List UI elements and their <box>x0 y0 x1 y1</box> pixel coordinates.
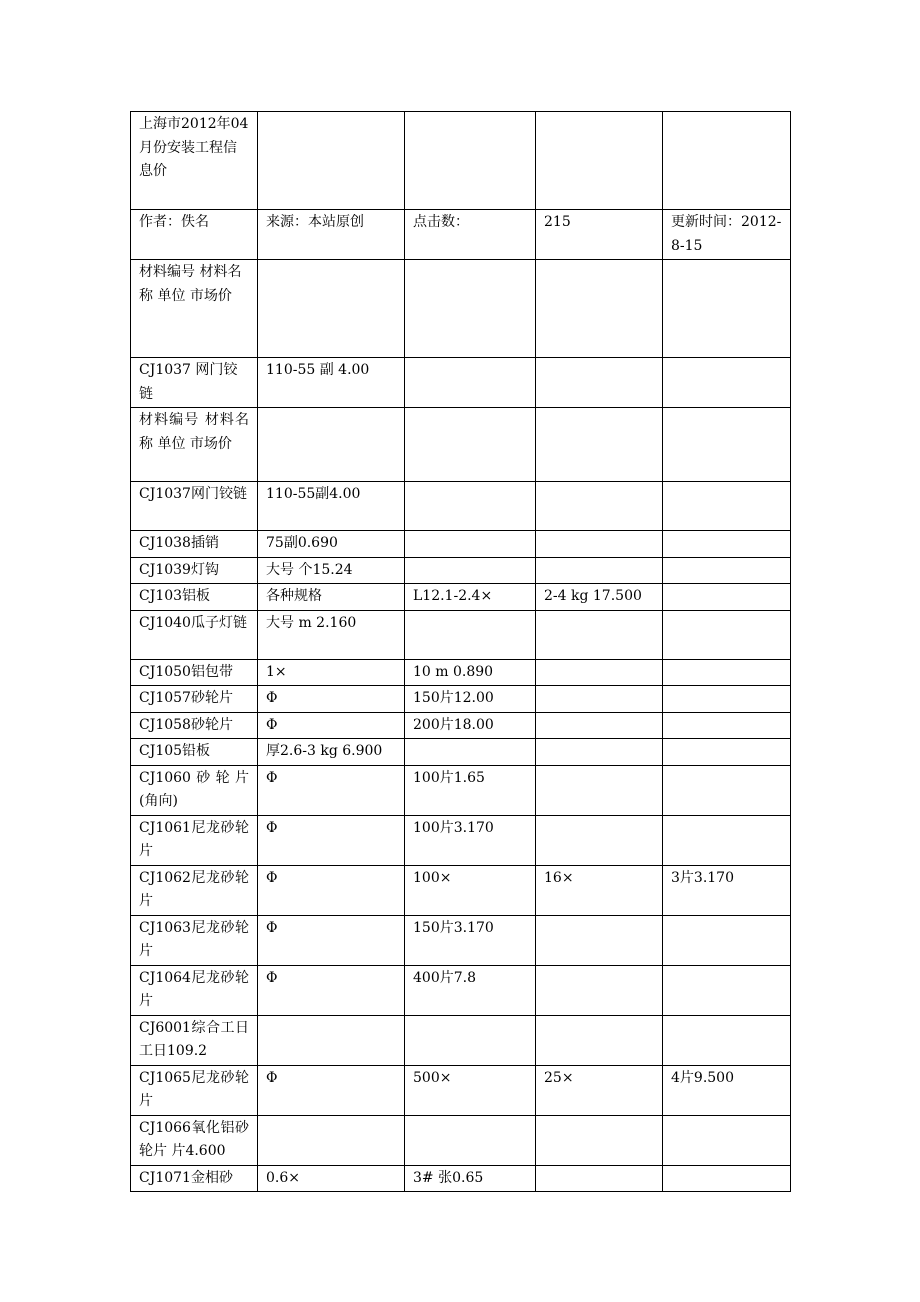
table-row <box>131 557 791 584</box>
value-cell <box>405 610 536 659</box>
item-code-name-cell: CJ1037 网门铰链 <box>131 358 258 408</box>
table-row <box>131 610 791 659</box>
table-row <box>131 865 791 915</box>
empty-cell <box>405 112 536 210</box>
material-cell: CJ1040瓜子灯链 <box>131 610 258 659</box>
value-cell <box>536 815 663 865</box>
material-cell: CJ1065尼龙砂轮片 <box>131 1065 258 1115</box>
meta-row <box>131 210 791 260</box>
material-cell: CJ1038插销 <box>131 531 258 558</box>
empty-cell <box>663 112 791 210</box>
value-cell <box>663 482 791 531</box>
material-cell: CJ105铅板 <box>131 739 258 766</box>
material-cell: CJ1063尼龙砂轮片 <box>131 915 258 965</box>
empty-cell <box>405 408 536 482</box>
author-cell: 作者：佚名 <box>131 210 258 260</box>
price-table <box>130 111 791 1192</box>
value-cell: 400片7.8 <box>405 965 536 1015</box>
title-row <box>131 112 791 210</box>
value-cell: 10 m 0.890 <box>405 659 536 686</box>
value-cell <box>536 659 663 686</box>
material-cell: CJ1058砂轮片 <box>131 712 258 739</box>
value-cell <box>258 1115 405 1165</box>
value-cell <box>663 915 791 965</box>
column-header-cell: 材料编号 材料名称 单位 市场价 <box>131 260 258 358</box>
empty-cell <box>258 260 405 358</box>
table-row <box>131 659 791 686</box>
material-cell: CJ1066氧化铝砂轮片 片4.600 <box>131 1115 258 1165</box>
value-cell <box>536 531 663 558</box>
value-cell <box>536 965 663 1015</box>
value-cell: 2-4 kg 17.500 <box>536 584 663 611</box>
value-cell <box>536 686 663 713</box>
value-cell <box>536 765 663 815</box>
value-cell: L12.1-2.4× <box>405 584 536 611</box>
material-cell: CJ1057砂轮片 <box>131 686 258 713</box>
value-cell <box>663 815 791 865</box>
value-cell <box>663 659 791 686</box>
value-cell: 3# 张0.65 <box>405 1165 536 1192</box>
value-cell: 大号 m 2.160 <box>258 610 405 659</box>
value-cell <box>405 1115 536 1165</box>
empty-cell <box>536 408 663 482</box>
value-cell <box>663 765 791 815</box>
value-cell <box>663 712 791 739</box>
clicks-label-cell: 点击数： <box>405 210 536 260</box>
table-row <box>131 815 791 865</box>
empty-cell <box>536 112 663 210</box>
value-cell <box>663 610 791 659</box>
value-cell <box>258 1015 405 1065</box>
value-cell: 110-55副4.00 <box>258 482 405 531</box>
empty-cell <box>536 260 663 358</box>
value-cell: 75副0.690 <box>258 531 405 558</box>
material-cell: CJ1060砂轮片(角向) <box>131 765 258 815</box>
value-cell <box>663 584 791 611</box>
table-row <box>131 1065 791 1115</box>
value-cell: 25× <box>536 1065 663 1115</box>
table-row <box>131 1165 791 1192</box>
clicks-value-cell: 215 <box>536 210 663 260</box>
table-row <box>131 765 791 815</box>
value-cell: 厚2.6-3 kg 6.900 <box>258 739 405 766</box>
value-cell <box>663 965 791 1015</box>
table-row <box>131 584 791 611</box>
value-cell: Φ <box>258 815 405 865</box>
updated-cell: 更新时间：2012-8-15 <box>663 210 791 260</box>
value-cell: 3片3.170 <box>663 865 791 915</box>
value-cell <box>663 531 791 558</box>
empty-cell <box>663 358 791 408</box>
value-cell <box>536 557 663 584</box>
value-cell <box>536 482 663 531</box>
value-cell: 500× <box>405 1065 536 1115</box>
material-cell: CJ103铝板 <box>131 584 258 611</box>
table-row <box>131 1115 791 1165</box>
material-cell: CJ1071金相砂 <box>131 1165 258 1192</box>
value-cell <box>536 1115 663 1165</box>
value-cell: 各种规格 <box>258 584 405 611</box>
value-cell: 100× <box>405 865 536 915</box>
empty-cell <box>663 260 791 358</box>
empty-cell <box>258 408 405 482</box>
document-title: 上海市2012年04月份安装工程信息价 <box>131 112 258 210</box>
column-header-row <box>131 260 791 358</box>
empty-cell <box>405 358 536 408</box>
value-cell <box>405 739 536 766</box>
material-cell: CJ1037网门铰链 <box>131 482 258 531</box>
value-cell: 4片9.500 <box>663 1065 791 1115</box>
empty-cell <box>405 260 536 358</box>
material-cell: CJ1039灯钩 <box>131 557 258 584</box>
value-cell <box>536 739 663 766</box>
column-header-row-2 <box>131 408 791 482</box>
value-cell: Φ <box>258 1065 405 1115</box>
value-cell <box>663 1015 791 1065</box>
value-cell: 1× <box>258 659 405 686</box>
first-item-row <box>131 358 791 408</box>
table-row <box>131 531 791 558</box>
value-cell <box>536 712 663 739</box>
table-row <box>131 686 791 713</box>
value-cell <box>405 1015 536 1065</box>
value-cell <box>405 531 536 558</box>
empty-cell <box>663 408 791 482</box>
value-cell: Φ <box>258 915 405 965</box>
material-cell: CJ1050铝包带 <box>131 659 258 686</box>
value-cell: 150片3.170 <box>405 915 536 965</box>
value-cell <box>663 1165 791 1192</box>
value-cell: 100片3.170 <box>405 815 536 865</box>
value-cell: 100片1.65 <box>405 765 536 815</box>
empty-cell <box>258 112 405 210</box>
value-cell: 0.6× <box>258 1165 405 1192</box>
table-row <box>131 712 791 739</box>
value-cell: 大号 个15.24 <box>258 557 405 584</box>
value-cell: 16× <box>536 865 663 915</box>
source-cell: 来源：本站原创 <box>258 210 405 260</box>
value-cell <box>663 739 791 766</box>
value-cell <box>536 1015 663 1065</box>
material-cell: CJ1064尼龙砂轮片 <box>131 965 258 1015</box>
value-cell: 200片18.00 <box>405 712 536 739</box>
table-row <box>131 482 791 531</box>
item-spec-cell: 110-55 副 4.00 <box>258 358 405 408</box>
value-cell <box>536 1165 663 1192</box>
value-cell: Φ <box>258 712 405 739</box>
table-row <box>131 965 791 1015</box>
table-row <box>131 739 791 766</box>
value-cell <box>663 1115 791 1165</box>
table-row <box>131 915 791 965</box>
value-cell <box>405 482 536 531</box>
value-cell: Φ <box>258 765 405 815</box>
value-cell <box>536 915 663 965</box>
value-cell: Φ <box>258 686 405 713</box>
empty-cell <box>536 358 663 408</box>
value-cell: Φ <box>258 965 405 1015</box>
table-row <box>131 1015 791 1065</box>
material-cell: CJ1061尼龙砂轮片 <box>131 815 258 865</box>
column-header-cell-2: 材料编号 材料名称 单位 市场价 <box>131 408 258 482</box>
value-cell: Φ <box>258 865 405 915</box>
material-cell: CJ6001综合工日 工日109.2 <box>131 1015 258 1065</box>
value-cell <box>663 557 791 584</box>
value-cell <box>536 610 663 659</box>
value-cell <box>405 557 536 584</box>
value-cell <box>663 686 791 713</box>
material-cell: CJ1062尼龙砂轮片 <box>131 865 258 915</box>
value-cell: 150片12.00 <box>405 686 536 713</box>
